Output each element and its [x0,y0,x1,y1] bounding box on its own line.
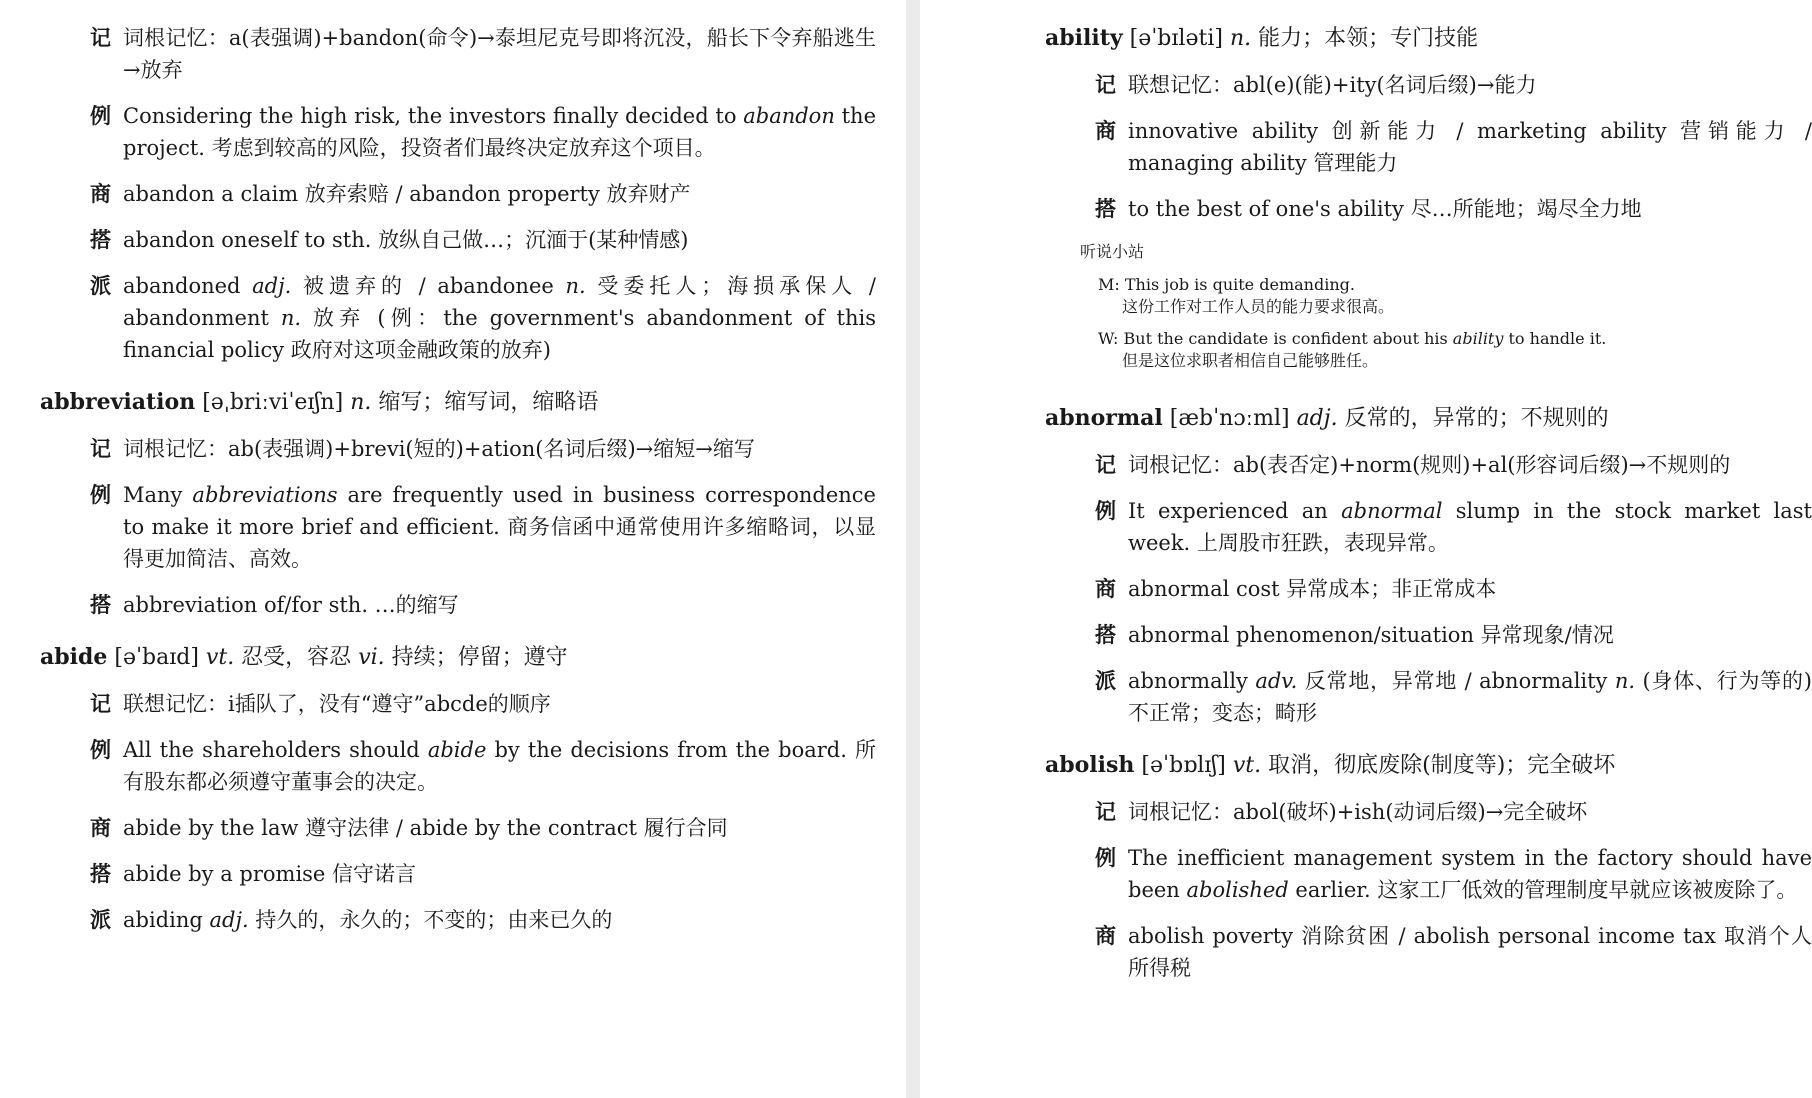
station-title: 听说小站 [1080,242,1145,261]
mark-da: 搭 [90,862,111,886]
mark-ji: 记 [1095,73,1116,97]
right-page [920,0,1812,1098]
entry-abide [40,641,876,936]
business-line: 商 abide by the law 遵守法律 / abide by the contract 履行合同 [40,812,876,844]
entry-abandon-continued [40,22,876,366]
collocation-line: 搭 to the best of one's ability 尽…所能地；竭尽全力地 [1045,193,1812,225]
example-line: 例 Many abbreviations are frequently used in business correspondence to make it more brief and efficient. 商务信函中通常使用许多缩略词，以显得更加简洁、高效。 [40,479,876,575]
collocation-line: 搭 abide by a promise 信守诺言 [40,858,876,890]
headword-line: ability [əˈbɪləti] n. 能力；本领；专门技能 [1045,25,1479,51]
collocation-line: 搭 abandon oneself to sth. 放纵自己做…；沉湎于(某种情感) [40,224,876,256]
derivative-line: 派 abiding adj. 持久的，永久的；不变的；由来已久的 [40,904,876,936]
business-line: 商 abolish poverty 消除贫困 / abolish personal income tax 取消个人所得税 [1045,920,1812,984]
mark-li: 例 [1095,846,1116,870]
headword: abolish [1045,752,1135,778]
headword-line: abide [əˈbaɪd] vt. 忍受，容忍 vi. 持续；停留；遵守 [40,644,568,670]
mark-ji: 记 [90,692,111,716]
business-line: 商 innovative ability 创新能力 / marketing ability 营销能力 / managing ability 管理能力 [1045,115,1812,179]
collocation-line: 搭 abbreviation of/for sth. …的缩写 [40,589,876,621]
mark-pai: 派 [90,908,111,932]
dialogue-w: W: But the candidate is confident about his ability to handle it. 但是这位求职者相信自己能够胜任。 [1098,329,1607,370]
memory-line: 记 词根记忆：ab(表否定)+norm(规则)+al(形容词后缀)→不规则的 [1045,449,1812,481]
mark-da: 搭 [1095,197,1116,221]
headword: ability [1045,25,1123,51]
mark-pai: 派 [1095,669,1116,693]
mark-ji: 记 [1095,800,1116,824]
mark-shang: 商 [90,182,111,206]
example-line: 例 Considering the high risk, the investors finally decided to abandon the project. 考虑到较高的风险，投资者们最终决定放弃这个项目。 [40,100,876,164]
memory-line: 记 联想记忆：i插队了，没有“遵守”abcde的顺序 [40,688,876,720]
mark-shang: 商 [1095,924,1116,948]
headword-line: abolish [əˈbɒlɪʃ] vt. 取消，彻底废除(制度等)；完全破坏 [1045,752,1616,778]
derivative-line: 派 abandoned adj. 被遗弃的 / abandonee n. 受委托人；海损承保人 / abandonment n. 放弃 (例：the government's abandonment of this financial policy 政府对这项金融政策的放弃) [40,270,876,366]
example-line: 例 The inefficient management system in the factory should have been abolished earlier. 这家工厂低效的管理制度早就应该被废除了。 [1045,842,1812,906]
mark-da: 搭 [90,228,111,252]
entry-ability [1045,22,1812,372]
phonetic: [əˌbriːviˈeɪʃn] [195,390,351,415]
mark-pai: 派 [90,274,111,298]
entry-abolish [1045,749,1812,984]
mark-li: 例 [90,104,111,128]
mark-li: 例 [90,738,111,762]
phonetic: [əˈbɒlɪʃ] [1134,753,1233,778]
mark-li: 例 [90,483,111,507]
mark-shang: 商 [1095,577,1116,601]
page-gutter [906,0,920,1098]
mark-da: 搭 [1095,623,1116,647]
headword-line: abnormal [æbˈnɔːml] adj. 反常的，异常的；不规则的 [1045,405,1609,431]
mark-ji: 记 [1095,453,1116,477]
collocation-line: 搭 abnormal phenomenon/situation 异常现象/情况 [1045,619,1812,651]
headword: abide [40,644,108,670]
mark-shang: 商 [90,816,111,840]
memory-line: 记 联想记忆：abl(e)(能)+ity(名词后缀)→能力 [1045,69,1812,101]
phonetic: [əˈbɪləti] [1122,26,1230,51]
business-line: 商 abandon a claim 放弃索赔 / abandon property 放弃财产 [40,178,876,210]
derivative-line: 派 abnormally adv. 反常地，异常地 / abnormality n. (身体、行为等的)不正常；变态；畸形 [1045,665,1812,729]
mark-ji: 记 [90,437,111,461]
mark-ji: 记 [90,26,111,50]
phonetic: [æbˈnɔːml] [1162,406,1297,431]
phonetic: [əˈbaɪd] [107,645,206,670]
listening-station [1080,239,1812,372]
memory-line: 记 词根记忆：a(表强调)+bandon(命令)→泰坦尼克号即将沉没，船长下令弃船逃生→放弃 [40,22,876,86]
memory-line: 记 词根记忆：abol(破坏)+ish(动词后缀)→完全破坏 [1045,796,1812,828]
mark-li: 例 [1095,499,1116,523]
example-line: 例 It experienced an abnormal slump in the stock market last week. 上周股市狂跌，表现异常。 [1045,495,1812,559]
example-line: 例 All the shareholders should abide by the decisions from the board. 所有股东都必须遵守董事会的决定。 [40,734,876,798]
business-line: 商 abnormal cost 异常成本；非正常成本 [1045,573,1812,605]
mark-shang: 商 [1095,119,1116,143]
headword-line: abbreviation [əˌbriːviˈeɪʃn] n. 缩写；缩写词，缩略语 [40,389,599,415]
headword: abnormal [1045,405,1163,431]
entry-abnormal [1045,402,1812,729]
dialogue-m: M: This job is quite demanding. 这份工作对工作人员的能力要求很高。 [1098,275,1395,316]
mark-da: 搭 [90,593,111,617]
headword: abbreviation [40,389,196,415]
memory-line: 记 词根记忆：ab(表强调)+brevi(短的)+ation(名词后缀)→缩短→缩写 [40,433,876,465]
entry-abbreviation [40,386,876,621]
